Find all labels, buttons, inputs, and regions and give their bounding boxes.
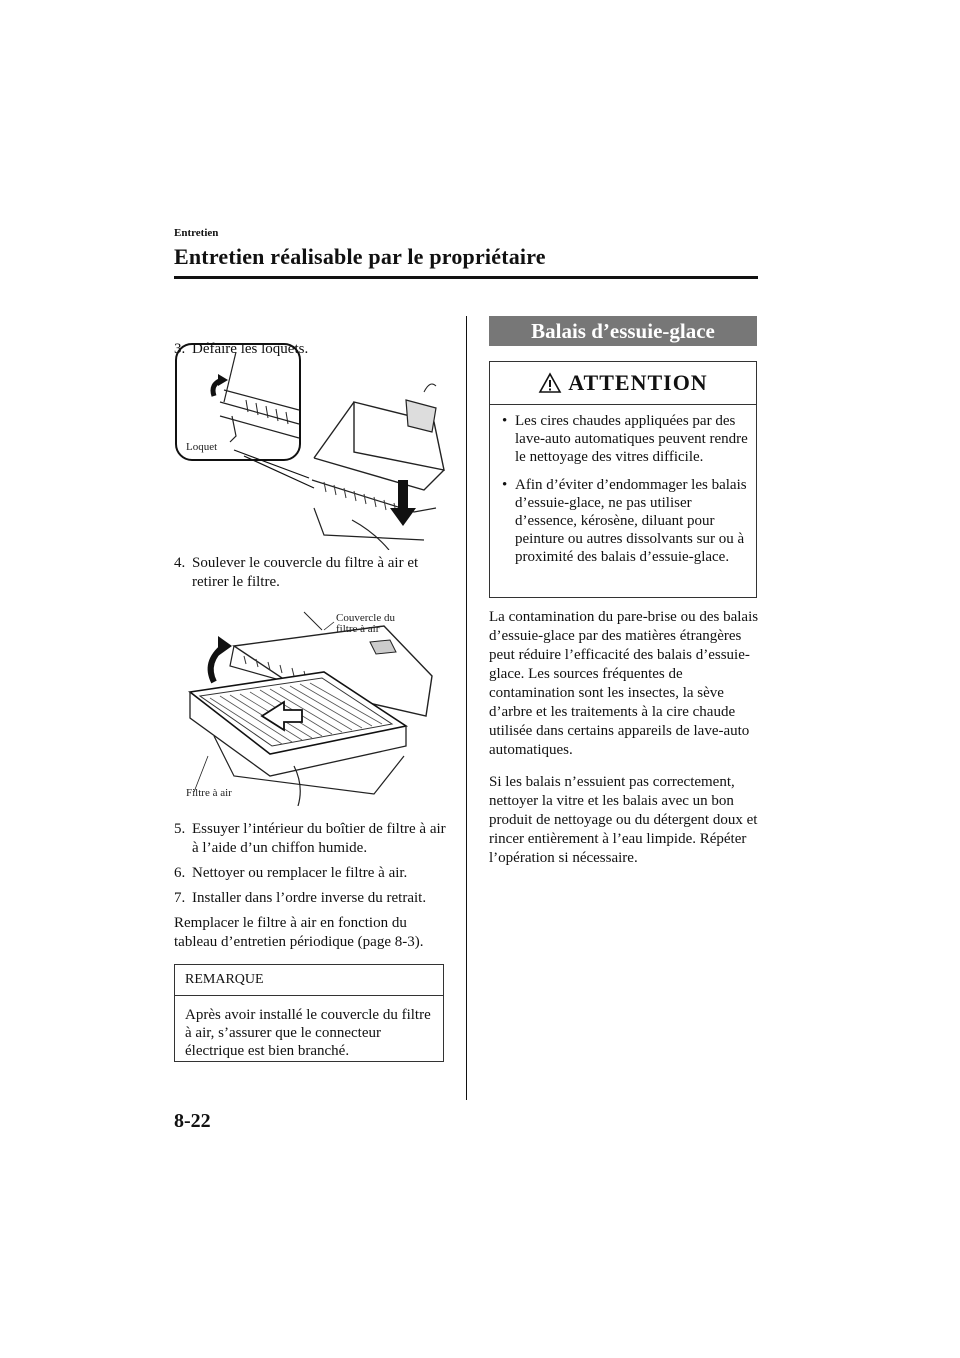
warning-triangle-icon: [538, 372, 562, 394]
step-text: Nettoyer ou remplacer le filtre à air.: [192, 865, 408, 881]
step-5: [174, 820, 446, 858]
title-rule: [174, 276, 758, 279]
page-number: 8-22: [174, 1110, 211, 1132]
caution-item-text: Les cires chaudes appliquées par des lave-auto automatiques peuvent rendre le nettoyage des vitres difficile.: [515, 413, 748, 465]
bullet-icon: •: [502, 477, 508, 493]
column-divider: [466, 316, 467, 1100]
note-text: Après avoir installé le couvercle du filtre à air, s’assurer que le connecteur électrique est bien branché.: [185, 1007, 431, 1059]
note-title: REMARQUE: [175, 965, 443, 996]
caution-item: [502, 412, 748, 466]
step-number: 3.: [174, 341, 186, 357]
maintenance-paragraph: Remplacer le filtre à air en fonction du tableau d’entretien périodique (page 8-3).: [174, 915, 424, 950]
cover-label-line1: Couvercle du: [336, 612, 395, 624]
step-number: 6.: [174, 865, 186, 881]
step-4: [174, 554, 444, 592]
caution-item: [502, 476, 748, 566]
section-banner: Balais d’essuie-glace: [489, 316, 757, 346]
contamination-paragraph: La contamination du pare-brise ou des balais d’essuie-glace par des matières étrangères peut réduire l’efficacité des balais d’essuie-glace. Les sources fréquentes de contamination sont les insectes, la sève d’arbre et les traitements à la cire chaude utilisée dans certains appareils de lave-auto automatiques.: [489, 609, 759, 758]
caution-item-text: Afin d’éviter d’endommager les balais d’essuie-glace, ne pas utiliser d’essence, kérosène, diluant pour peinture ou autres dissolvants sur ou à proximité des balais d’essuie-glace.: [515, 477, 747, 565]
step-text: Essuyer l’intérieur du boîtier de filtre à air à l’aide d’un chiffon humide.: [192, 821, 446, 856]
latch-label: Loquet: [186, 441, 218, 453]
bullet-icon: •: [502, 413, 508, 429]
step-text: Défaire les loquets.: [192, 341, 309, 357]
step-7: [174, 889, 452, 908]
step-number: 5.: [174, 821, 186, 837]
filter-label: Filtre à air: [186, 787, 232, 799]
caution-title: ATTENTION: [568, 370, 708, 395]
caution-list: [490, 405, 756, 566]
cleaning-paragraph: Si les balais n’essuient pas correctement, nettoyer la vitre et les balais avec un bon produit de nettoyage ou du détergent doux et rincer entièrement à l’eau limpide. Répéter l’opération si nécessaire.: [489, 774, 758, 866]
caution-header: [490, 362, 756, 405]
step-6: [174, 864, 446, 883]
step-text: Installer dans l’ordre inverse du retrait.: [192, 890, 427, 906]
cover-label-line2: filtre à air: [336, 623, 380, 635]
caution-box: [489, 361, 757, 598]
step-number: 4.: [174, 555, 186, 571]
air-filter-figure: [174, 606, 446, 806]
air-filter-illustration-icon: [174, 606, 446, 806]
page-title: Entretien réalisable par le propriétaire: [174, 244, 546, 269]
latch-figure: [174, 340, 446, 550]
section-label: Entretien: [174, 227, 219, 239]
step-number: 7.: [174, 890, 186, 906]
step-text: Soulever le couvercle du filtre à air et retirer le filtre.: [192, 555, 419, 590]
note-box: [174, 964, 444, 1062]
